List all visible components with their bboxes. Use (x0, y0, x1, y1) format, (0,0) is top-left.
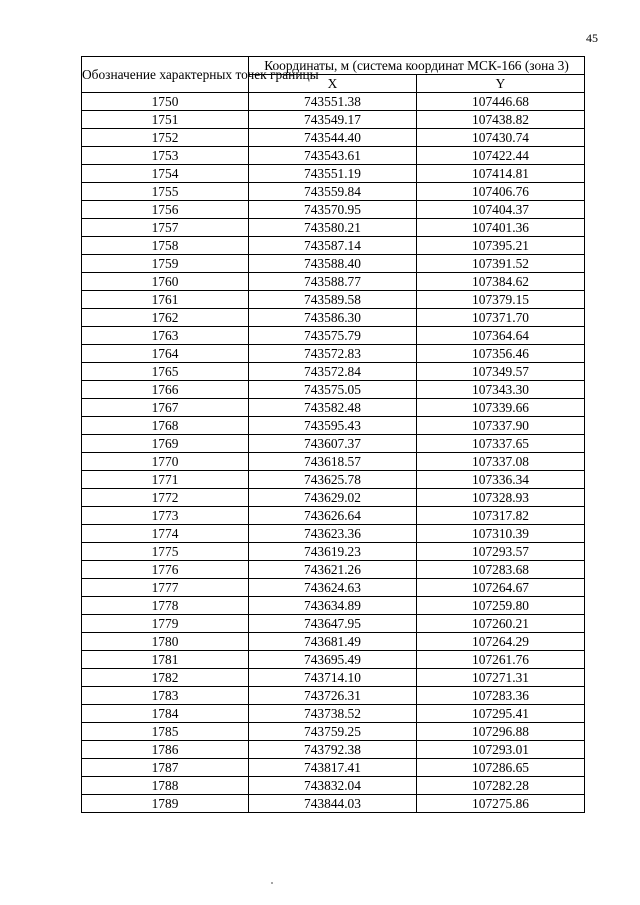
table-row (82, 219, 585, 237)
table-row (82, 165, 585, 183)
table-row (82, 525, 585, 543)
cell-point-id: 1760 (82, 273, 249, 291)
cell-point-id: 1785 (82, 723, 249, 741)
table-row (82, 453, 585, 471)
table-row (82, 93, 585, 111)
cell-y: 107371.70 (417, 309, 585, 327)
header-x: X (249, 75, 417, 93)
cell-x: 743586.30 (249, 309, 417, 327)
table-row (82, 741, 585, 759)
cell-point-id: 1761 (82, 291, 249, 309)
header-coordinates: Координаты, м (система координат МСК-166 (зона 3) (249, 57, 585, 75)
table-row (82, 705, 585, 723)
cell-y: 107356.46 (417, 345, 585, 363)
cell-y: 107264.29 (417, 633, 585, 651)
cell-y: 107414.81 (417, 165, 585, 183)
cell-y: 107271.31 (417, 669, 585, 687)
cell-y: 107259.80 (417, 597, 585, 615)
table-row (82, 201, 585, 219)
table-row (82, 633, 585, 651)
cell-x: 743570.95 (249, 201, 417, 219)
cell-x: 743695.49 (249, 651, 417, 669)
cell-x: 743551.38 (249, 93, 417, 111)
cell-point-id: 1751 (82, 111, 249, 129)
cell-x: 743681.49 (249, 633, 417, 651)
cell-x: 743634.89 (249, 597, 417, 615)
cell-x: 743623.36 (249, 525, 417, 543)
cell-y: 107391.52 (417, 255, 585, 273)
cell-x: 743582.48 (249, 399, 417, 417)
table-row (82, 777, 585, 795)
table-row (82, 237, 585, 255)
cell-point-id: 1766 (82, 381, 249, 399)
cell-point-id: 1787 (82, 759, 249, 777)
table-row (82, 615, 585, 633)
cell-point-id: 1773 (82, 507, 249, 525)
table-row (82, 543, 585, 561)
cell-point-id: 1752 (82, 129, 249, 147)
cell-x: 743575.79 (249, 327, 417, 345)
page-number: 45 (586, 31, 598, 45)
cell-point-id: 1776 (82, 561, 249, 579)
cell-x: 743588.40 (249, 255, 417, 273)
cell-y: 107293.01 (417, 741, 585, 759)
cell-y: 107401.36 (417, 219, 585, 237)
cell-y: 107310.39 (417, 525, 585, 543)
cell-y: 107295.41 (417, 705, 585, 723)
cell-point-id: 1771 (82, 471, 249, 489)
cell-point-id: 1769 (82, 435, 249, 453)
table-row (82, 273, 585, 291)
cell-y: 107404.37 (417, 201, 585, 219)
cell-x: 743580.21 (249, 219, 417, 237)
cell-point-id: 1756 (82, 201, 249, 219)
cell-point-id: 1758 (82, 237, 249, 255)
cell-y: 107339.66 (417, 399, 585, 417)
cell-y: 107261.76 (417, 651, 585, 669)
cell-point-id: 1770 (82, 453, 249, 471)
cell-point-id: 1781 (82, 651, 249, 669)
cell-x: 743817.41 (249, 759, 417, 777)
cell-point-id: 1754 (82, 165, 249, 183)
cell-x: 743549.17 (249, 111, 417, 129)
scan-speck (271, 882, 273, 884)
table-row (82, 129, 585, 147)
cell-point-id: 1765 (82, 363, 249, 381)
cell-point-id: 1759 (82, 255, 249, 273)
cell-y: 107336.34 (417, 471, 585, 489)
cell-y: 107283.36 (417, 687, 585, 705)
table-row (82, 183, 585, 201)
cell-y: 107379.15 (417, 291, 585, 309)
cell-y: 107422.44 (417, 147, 585, 165)
table-row (82, 597, 585, 615)
cell-point-id: 1757 (82, 219, 249, 237)
cell-x: 743792.38 (249, 741, 417, 759)
table-row (82, 291, 585, 309)
cell-y: 107337.90 (417, 417, 585, 435)
table-row (82, 345, 585, 363)
cell-x: 743618.57 (249, 453, 417, 471)
cell-y: 107406.76 (417, 183, 585, 201)
cell-x: 743832.04 (249, 777, 417, 795)
cell-point-id: 1789 (82, 795, 249, 813)
cell-point-id: 1779 (82, 615, 249, 633)
table-header (82, 57, 585, 93)
cell-y: 107283.68 (417, 561, 585, 579)
table-row (82, 309, 585, 327)
cell-x: 743587.14 (249, 237, 417, 255)
cell-x: 743572.83 (249, 345, 417, 363)
table-row (82, 795, 585, 813)
table-row (82, 489, 585, 507)
cell-x: 743619.23 (249, 543, 417, 561)
table-row (82, 687, 585, 705)
cell-point-id: 1753 (82, 147, 249, 165)
cell-point-id: 1786 (82, 741, 249, 759)
cell-y: 107446.68 (417, 93, 585, 111)
table-row (82, 561, 585, 579)
table-body (82, 93, 585, 813)
cell-y: 107260.21 (417, 615, 585, 633)
cell-x: 743624.63 (249, 579, 417, 597)
table-row (82, 399, 585, 417)
cell-x: 743575.05 (249, 381, 417, 399)
cell-point-id: 1788 (82, 777, 249, 795)
cell-y: 107364.64 (417, 327, 585, 345)
table-row (82, 435, 585, 453)
cell-x: 743572.84 (249, 363, 417, 381)
cell-x: 743595.43 (249, 417, 417, 435)
cell-point-id: 1767 (82, 399, 249, 417)
cell-y: 107275.86 (417, 795, 585, 813)
cell-x: 743647.95 (249, 615, 417, 633)
table-row (82, 651, 585, 669)
cell-x: 743629.02 (249, 489, 417, 507)
cell-x: 743551.19 (249, 165, 417, 183)
cell-x: 743589.58 (249, 291, 417, 309)
table-row (82, 507, 585, 525)
cell-point-id: 1755 (82, 183, 249, 201)
coordinates-table (81, 56, 585, 813)
cell-y: 107286.65 (417, 759, 585, 777)
cell-point-id: 1774 (82, 525, 249, 543)
cell-y: 107438.82 (417, 111, 585, 129)
cell-x: 743559.84 (249, 183, 417, 201)
cell-point-id: 1762 (82, 309, 249, 327)
header-y: Y (417, 75, 585, 93)
cell-x: 743738.52 (249, 705, 417, 723)
cell-y: 107328.93 (417, 489, 585, 507)
cell-y: 107282.28 (417, 777, 585, 795)
table-row (82, 363, 585, 381)
cell-x: 743543.61 (249, 147, 417, 165)
cell-y: 107395.21 (417, 237, 585, 255)
cell-x: 743759.25 (249, 723, 417, 741)
cell-x: 743607.37 (249, 435, 417, 453)
cell-point-id: 1750 (82, 93, 249, 111)
cell-y: 107296.88 (417, 723, 585, 741)
table-row (82, 759, 585, 777)
cell-point-id: 1782 (82, 669, 249, 687)
cell-point-id: 1764 (82, 345, 249, 363)
cell-point-id: 1783 (82, 687, 249, 705)
cell-y: 107337.65 (417, 435, 585, 453)
cell-y: 107337.08 (417, 453, 585, 471)
table-row (82, 579, 585, 597)
cell-y: 107384.62 (417, 273, 585, 291)
cell-point-id: 1763 (82, 327, 249, 345)
cell-x: 743726.31 (249, 687, 417, 705)
cell-point-id: 1777 (82, 579, 249, 597)
cell-point-id: 1784 (82, 705, 249, 723)
table-row (82, 471, 585, 489)
cell-x: 743621.26 (249, 561, 417, 579)
cell-x: 743844.03 (249, 795, 417, 813)
cell-x: 743626.64 (249, 507, 417, 525)
cell-point-id: 1780 (82, 633, 249, 651)
table-row (82, 417, 585, 435)
cell-y: 107317.82 (417, 507, 585, 525)
table-row (82, 723, 585, 741)
table-row (82, 327, 585, 345)
table-row (82, 381, 585, 399)
table-row (82, 255, 585, 273)
cell-y: 107430.74 (417, 129, 585, 147)
cell-y: 107293.57 (417, 543, 585, 561)
cell-x: 743714.10 (249, 669, 417, 687)
table-row (82, 669, 585, 687)
cell-x: 743625.78 (249, 471, 417, 489)
cell-x: 743588.77 (249, 273, 417, 291)
table-row (82, 111, 585, 129)
cell-point-id: 1778 (82, 597, 249, 615)
cell-point-id: 1772 (82, 489, 249, 507)
cell-point-id: 1768 (82, 417, 249, 435)
cell-x: 743544.40 (249, 129, 417, 147)
header-point-designation: Обозначение характерных точек границы (82, 57, 249, 93)
table-row (82, 147, 585, 165)
cell-y: 107349.57 (417, 363, 585, 381)
cell-y: 107264.67 (417, 579, 585, 597)
cell-point-id: 1775 (82, 543, 249, 561)
cell-y: 107343.30 (417, 381, 585, 399)
